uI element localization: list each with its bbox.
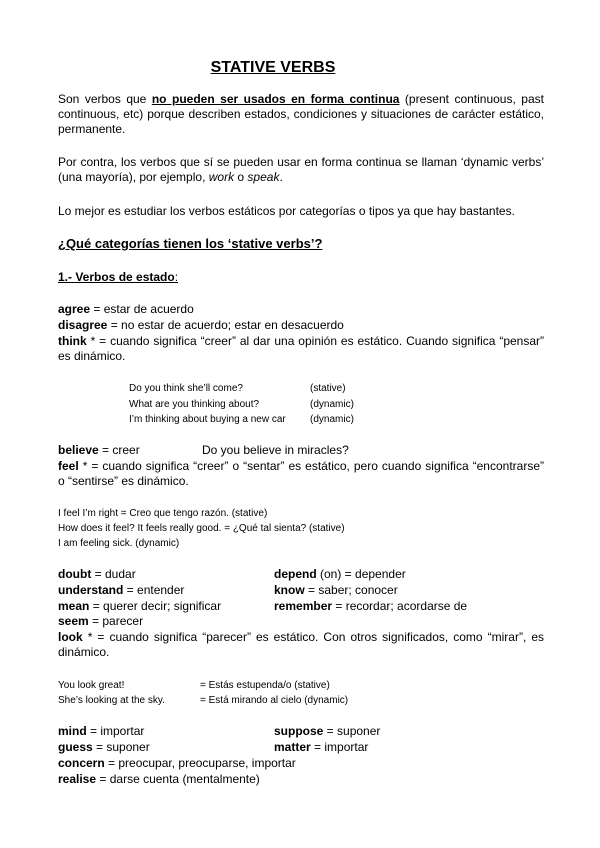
verb-mean xyxy=(58,599,221,614)
verb-term: look xyxy=(58,630,83,644)
verb-definition: = importar xyxy=(86,724,145,738)
verb-term: feel xyxy=(58,459,79,473)
look-example-sentence: You look great! xyxy=(58,680,125,691)
verb-suppose xyxy=(274,724,380,739)
verb-look xyxy=(58,630,544,660)
intro-paragraph-2 xyxy=(58,155,544,185)
verb-term: mind xyxy=(58,724,87,738)
verb-definition: = estar de acuerdo xyxy=(90,302,194,316)
verb-term: doubt xyxy=(58,567,92,581)
feel-example: How does it feel? It feels really good. = ¿Qué tal sienta? (stative) xyxy=(58,523,345,534)
verb-term: agree xyxy=(58,302,91,316)
verb-term: understand xyxy=(58,583,124,597)
intro-p1-rest: (present continuous, past continuous, etc) porque describen estados, condiciones y situaciones de carácter estático, permanente. xyxy=(58,92,544,136)
verb-seem xyxy=(58,614,143,629)
feel-example: I feel I’m right = Creo que tengo razón. (stative) xyxy=(58,508,268,519)
intro-p2-word2: speak xyxy=(247,170,280,184)
verb-term: think xyxy=(58,334,87,348)
verb-definition: = recordar; acordarse de xyxy=(332,599,468,613)
intro-paragraph-1 xyxy=(58,92,544,137)
verb-definition: = entender xyxy=(123,583,185,597)
verb-term: depend xyxy=(274,567,317,581)
verb-disagree xyxy=(58,318,344,333)
intro-p1-emphasis: no pueden ser usados en forma continua xyxy=(151,92,400,106)
verb-mind xyxy=(58,724,144,739)
think-example-type: (stative) xyxy=(310,383,346,394)
verb-term: concern xyxy=(58,756,105,770)
believe-example: Do you believe in miracles? xyxy=(202,443,349,457)
verb-term: realise xyxy=(58,772,97,786)
verb-term: know xyxy=(274,583,305,597)
verb-doubt xyxy=(58,567,136,582)
intro-p2-end: . xyxy=(279,170,283,184)
intro-p2-word1: work xyxy=(208,170,235,184)
verb-definition: = suponer xyxy=(92,740,150,754)
verb-definition: (on) = depender xyxy=(316,567,406,581)
verb-term: seem xyxy=(58,614,89,628)
verb-guess xyxy=(58,740,150,755)
verb-definition: * = cuando significa “creer” o “sentar” es estático, pero cuando significa “encontrarse” o “sentirse” es dinámico. xyxy=(58,459,544,488)
verb-feel xyxy=(58,459,544,489)
verb-term: remember xyxy=(274,599,333,613)
feel-example: I am feeling sick. (dynamic) xyxy=(58,538,180,549)
think-example-type: (dynamic) xyxy=(310,414,354,425)
verb-understand xyxy=(58,583,184,598)
think-example-sentence: I’m thinking about buying a new car xyxy=(129,414,286,425)
think-example-sentence: Do you think she’ll come? xyxy=(129,383,243,394)
subheading-text: 1.- Verbos de estado xyxy=(58,270,175,284)
verb-know xyxy=(274,583,398,598)
intro-p2-start: Por contra, los verbos que sí se pueden usar en forma continua se llaman ‘dynamic verbs’ (una mayoría), por ejemplo, xyxy=(58,155,544,184)
think-example-sentence: What are you thinking about? xyxy=(129,399,260,410)
verb-term: guess xyxy=(58,740,93,754)
verb-term: mean xyxy=(58,599,90,613)
verb-definition: = parecer xyxy=(88,614,144,628)
verb-definition: = no estar de acuerdo; estar en desacuerdo xyxy=(107,318,344,332)
verb-definition: = dudar xyxy=(91,567,136,581)
verb-definition: = preocupar, preocuparse, importar xyxy=(104,756,296,770)
verb-realise xyxy=(58,772,260,787)
verb-definition: = importar xyxy=(310,740,369,754)
subheading-colon: : xyxy=(174,270,179,284)
subheading xyxy=(58,270,178,285)
intro-p2-mid: o xyxy=(234,170,248,184)
verb-term: believe xyxy=(58,443,99,457)
verb-term: matter xyxy=(274,740,311,754)
section-heading: ¿Qué categorías tienen los ‘stative verbs’? xyxy=(58,236,323,251)
verb-matter xyxy=(274,740,368,755)
think-example-type: (dynamic) xyxy=(310,399,354,410)
verb-definition: * = cuando significa “parecer” es estático. Con otros significados, como “mirar”, es dinámico. xyxy=(58,630,544,659)
verb-think xyxy=(58,334,544,364)
look-example-sentence: She’s looking at the sky. xyxy=(58,695,165,706)
look-example-translation: = Estás estupenda/o (stative) xyxy=(200,680,330,691)
look-example-translation: = Está mirando al cielo (dynamic) xyxy=(200,695,349,706)
verb-agree xyxy=(58,302,194,317)
verb-definition: = suponer xyxy=(323,724,381,738)
verb-depend xyxy=(274,567,406,582)
verb-definition: = querer decir; significar xyxy=(89,599,222,613)
verb-definition: = darse cuenta (mentalmente) xyxy=(96,772,260,786)
verb-definition: = saber; conocer xyxy=(304,583,398,597)
verb-believe xyxy=(58,443,140,458)
page-title: STATIVE VERBS xyxy=(210,59,336,76)
verb-definition: * = cuando significa “creer” al dar una opinión es estático. Cuando significa “pensar” es dinámico. xyxy=(58,334,544,363)
intro-paragraph-3: Lo mejor es estudiar los verbos estáticos por categorías o tipos ya que hay bastantes. xyxy=(58,204,515,218)
intro-p1-start: Son verbos que xyxy=(58,92,152,106)
verb-concern xyxy=(58,756,296,771)
verb-definition: = creer xyxy=(98,443,140,457)
verb-remember xyxy=(274,599,467,614)
verb-term: disagree xyxy=(58,318,108,332)
verb-term: suppose xyxy=(274,724,324,738)
